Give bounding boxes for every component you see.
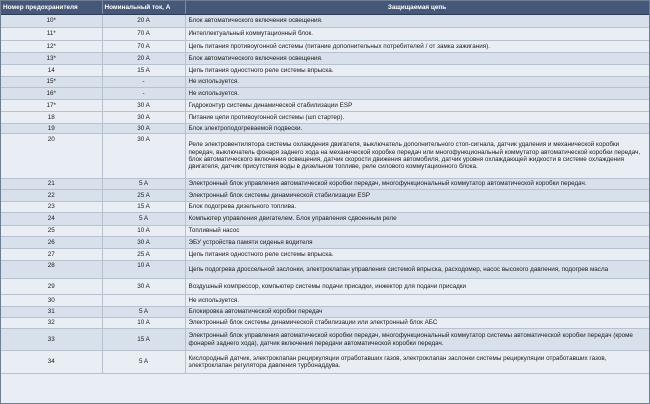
table-row bbox=[1, 28, 649, 41]
fuse-number: 26 bbox=[1, 237, 102, 249]
fuse-current: 5 A bbox=[102, 179, 185, 190]
table-row bbox=[1, 41, 649, 53]
fuse-number: 28 bbox=[1, 261, 102, 279]
fuse-number: 16* bbox=[1, 88, 102, 100]
fuse-circuit: Интеллектуальный коммутационный блок. bbox=[185, 28, 649, 41]
fuse-current: 30 A bbox=[102, 237, 185, 249]
header-rated-current: Номинальный ток, А bbox=[102, 1, 185, 15]
fuse-current: 10 A bbox=[102, 318, 185, 329]
fuse-number: 21 bbox=[1, 179, 102, 190]
fuse-number: 22 bbox=[1, 190, 102, 202]
fuse-current: 15 A bbox=[102, 329, 185, 351]
table-row bbox=[1, 65, 649, 77]
table-row bbox=[1, 88, 649, 100]
fuse-current: - bbox=[102, 77, 185, 88]
fuse-current: 25 A bbox=[102, 190, 185, 202]
fuse-current: 5 A bbox=[102, 213, 185, 226]
fuse-circuit: ЭБУ устройства памяти сиденья водителя bbox=[185, 237, 649, 249]
fuse-current: 25 A bbox=[102, 249, 185, 261]
fuse-circuit: Цепь подогрева дроссельной заслонки, электроклапан управления системой впрыска, расходомер, насос высокого давления, подогрев масла bbox=[185, 261, 649, 279]
fuse-number: 34 bbox=[1, 351, 102, 374]
fuse-number: 10* bbox=[1, 15, 102, 28]
fuse-circuit: Блокировка автоматической коробки передач bbox=[185, 307, 649, 318]
fuse-current: 15 A bbox=[102, 65, 185, 77]
fuse-circuit: Гидроконтур системы динамической стабилизации ESP bbox=[185, 100, 649, 112]
table-row bbox=[1, 307, 649, 318]
fuse-current bbox=[102, 295, 185, 307]
fuse-current: 15 A bbox=[102, 202, 185, 213]
fuse-current: 70 A bbox=[102, 28, 185, 41]
fuse-circuit: Не используется. bbox=[185, 295, 649, 307]
fuse-circuit: Электронный блок управления автоматической коробки передач, многофункциональный коммутатор системы автоматической коробки передач (кроме фонарей заднего хода), датчик включения передачи автоматической коробки передач. bbox=[185, 329, 649, 351]
fuse-circuit: Электронный блок управления автоматической коробки передач, многофункциональный коммутатор автоматической коробки передач. bbox=[185, 179, 649, 190]
fuse-number: 32 bbox=[1, 318, 102, 329]
fuse-circuit: Компьютер управления двигателем. Блок управления сдвоенным реле bbox=[185, 213, 649, 226]
fuse-circuit: Цепь питания противоугонной системы (питание дополнительных потребителей / от замка зажигания). bbox=[185, 41, 649, 53]
table-row bbox=[1, 190, 649, 202]
fuse-circuit: Электронный блок системы динамической стабилизации ESP bbox=[185, 190, 649, 202]
header-protected-circuit: Защищаемая цепь bbox=[185, 1, 649, 15]
fuse-circuit: Электронный блок системы динамической стабилизации или электронный блок АБС bbox=[185, 318, 649, 329]
fuse-current: 70 A bbox=[102, 41, 185, 53]
fuse-circuit: Блок автоматического включения освещения. bbox=[185, 53, 649, 65]
fuse-number: 30 bbox=[1, 295, 102, 307]
fuse-number: 23 bbox=[1, 202, 102, 213]
fuse-circuit: Блок подогрева дизельного топлива. bbox=[185, 202, 649, 213]
fuse-table bbox=[1, 1, 650, 374]
table-row bbox=[1, 15, 649, 28]
fuse-circuit: Реле электровентилятора системы охлаждения двигателя, выключатель дополнительного стоп-сигнала, датчик удаления и механической коробки передач, выключатель фонаря заднего хода на механической коробке передач или многофункциональный коммутатор автоматической коробки передач, блок автоматического включения освещения, датчик скорости движения автомобиля, датчик уровня охлаждающей жидкости в системе охлаждения двигателя, датчик присутствия воды в дизельном топливе, реле силового коммутационного блока. bbox=[185, 134, 649, 179]
fuse-number: 29 bbox=[1, 279, 102, 295]
table-row bbox=[1, 261, 649, 279]
fuse-current: 30 A bbox=[102, 124, 185, 134]
table-row bbox=[1, 112, 649, 124]
table-row bbox=[1, 279, 649, 295]
fuse-number: 27 bbox=[1, 249, 102, 261]
fuse-number: 14 bbox=[1, 65, 102, 77]
fuse-number: 20 bbox=[1, 134, 102, 179]
fuse-current: 20 A bbox=[102, 53, 185, 65]
table-header-row bbox=[1, 1, 649, 15]
table-row bbox=[1, 77, 649, 88]
fuse-number: 18 bbox=[1, 112, 102, 124]
fuse-circuit: Воздушный компрессор, компьютер системы подачи присадки, инжектор для подачи присадки bbox=[185, 279, 649, 295]
table-row bbox=[1, 295, 649, 307]
table-row bbox=[1, 237, 649, 249]
fuse-number: 17* bbox=[1, 100, 102, 112]
table-row bbox=[1, 53, 649, 65]
table-row bbox=[1, 351, 649, 374]
fuse-current: 30 A bbox=[102, 100, 185, 112]
fuse-number: 11* bbox=[1, 28, 102, 41]
fuse-number: 13* bbox=[1, 53, 102, 65]
fuse-circuit: Кислородный датчик, электроклапан рециркуляции отработавших газов, электроклапан заслонки системы рециркуляции отработавших газов, электроклапан регулятора давления турбонаддува. bbox=[185, 351, 649, 374]
fuse-number: 19 bbox=[1, 124, 102, 134]
fuse-current: 20 A bbox=[102, 15, 185, 28]
fuse-circuit: Цепь питания одностного реле системы впрыска. bbox=[185, 249, 649, 261]
fuse-circuit: Цепь питания одностного реле системы впрыска. bbox=[185, 65, 649, 77]
fuse-current: 30 A bbox=[102, 134, 185, 179]
table-row bbox=[1, 202, 649, 213]
table-row bbox=[1, 329, 649, 351]
header-fuse-number: Номер предохранителя bbox=[1, 1, 102, 15]
fuse-number: 33 bbox=[1, 329, 102, 351]
table-row bbox=[1, 213, 649, 226]
table-row bbox=[1, 134, 649, 179]
table-row bbox=[1, 124, 649, 134]
fuse-current: 30 A bbox=[102, 112, 185, 124]
fuse-number: 12* bbox=[1, 41, 102, 53]
fuse-circuit: Блок электроподогреваемой подвески. bbox=[185, 124, 649, 134]
fuse-circuit: Не используется. bbox=[185, 77, 649, 88]
fuse-current: 30 A bbox=[102, 279, 185, 295]
fuse-current: - bbox=[102, 88, 185, 100]
fuse-number: 25 bbox=[1, 226, 102, 237]
fuse-current: 10 A bbox=[102, 226, 185, 237]
fuse-number: 31 bbox=[1, 307, 102, 318]
table-row bbox=[1, 100, 649, 112]
table-row bbox=[1, 179, 649, 190]
fuse-number: 15* bbox=[1, 77, 102, 88]
fuse-current: 5 A bbox=[102, 307, 185, 318]
table-row bbox=[1, 226, 649, 237]
fuse-current: 5 A bbox=[102, 351, 185, 374]
fuse-number: 24 bbox=[1, 213, 102, 226]
fuse-circuit: Питание цепи противоугонной системы (шп стартер). bbox=[185, 112, 649, 124]
fuse-circuit: Не используется. bbox=[185, 88, 649, 100]
fuse-current: 10 A bbox=[102, 261, 185, 279]
fuse-circuit: Блок автоматического включения освещения. bbox=[185, 15, 649, 28]
fuse-circuit: Топливный насос bbox=[185, 226, 649, 237]
table-row bbox=[1, 318, 649, 329]
table-row bbox=[1, 249, 649, 261]
